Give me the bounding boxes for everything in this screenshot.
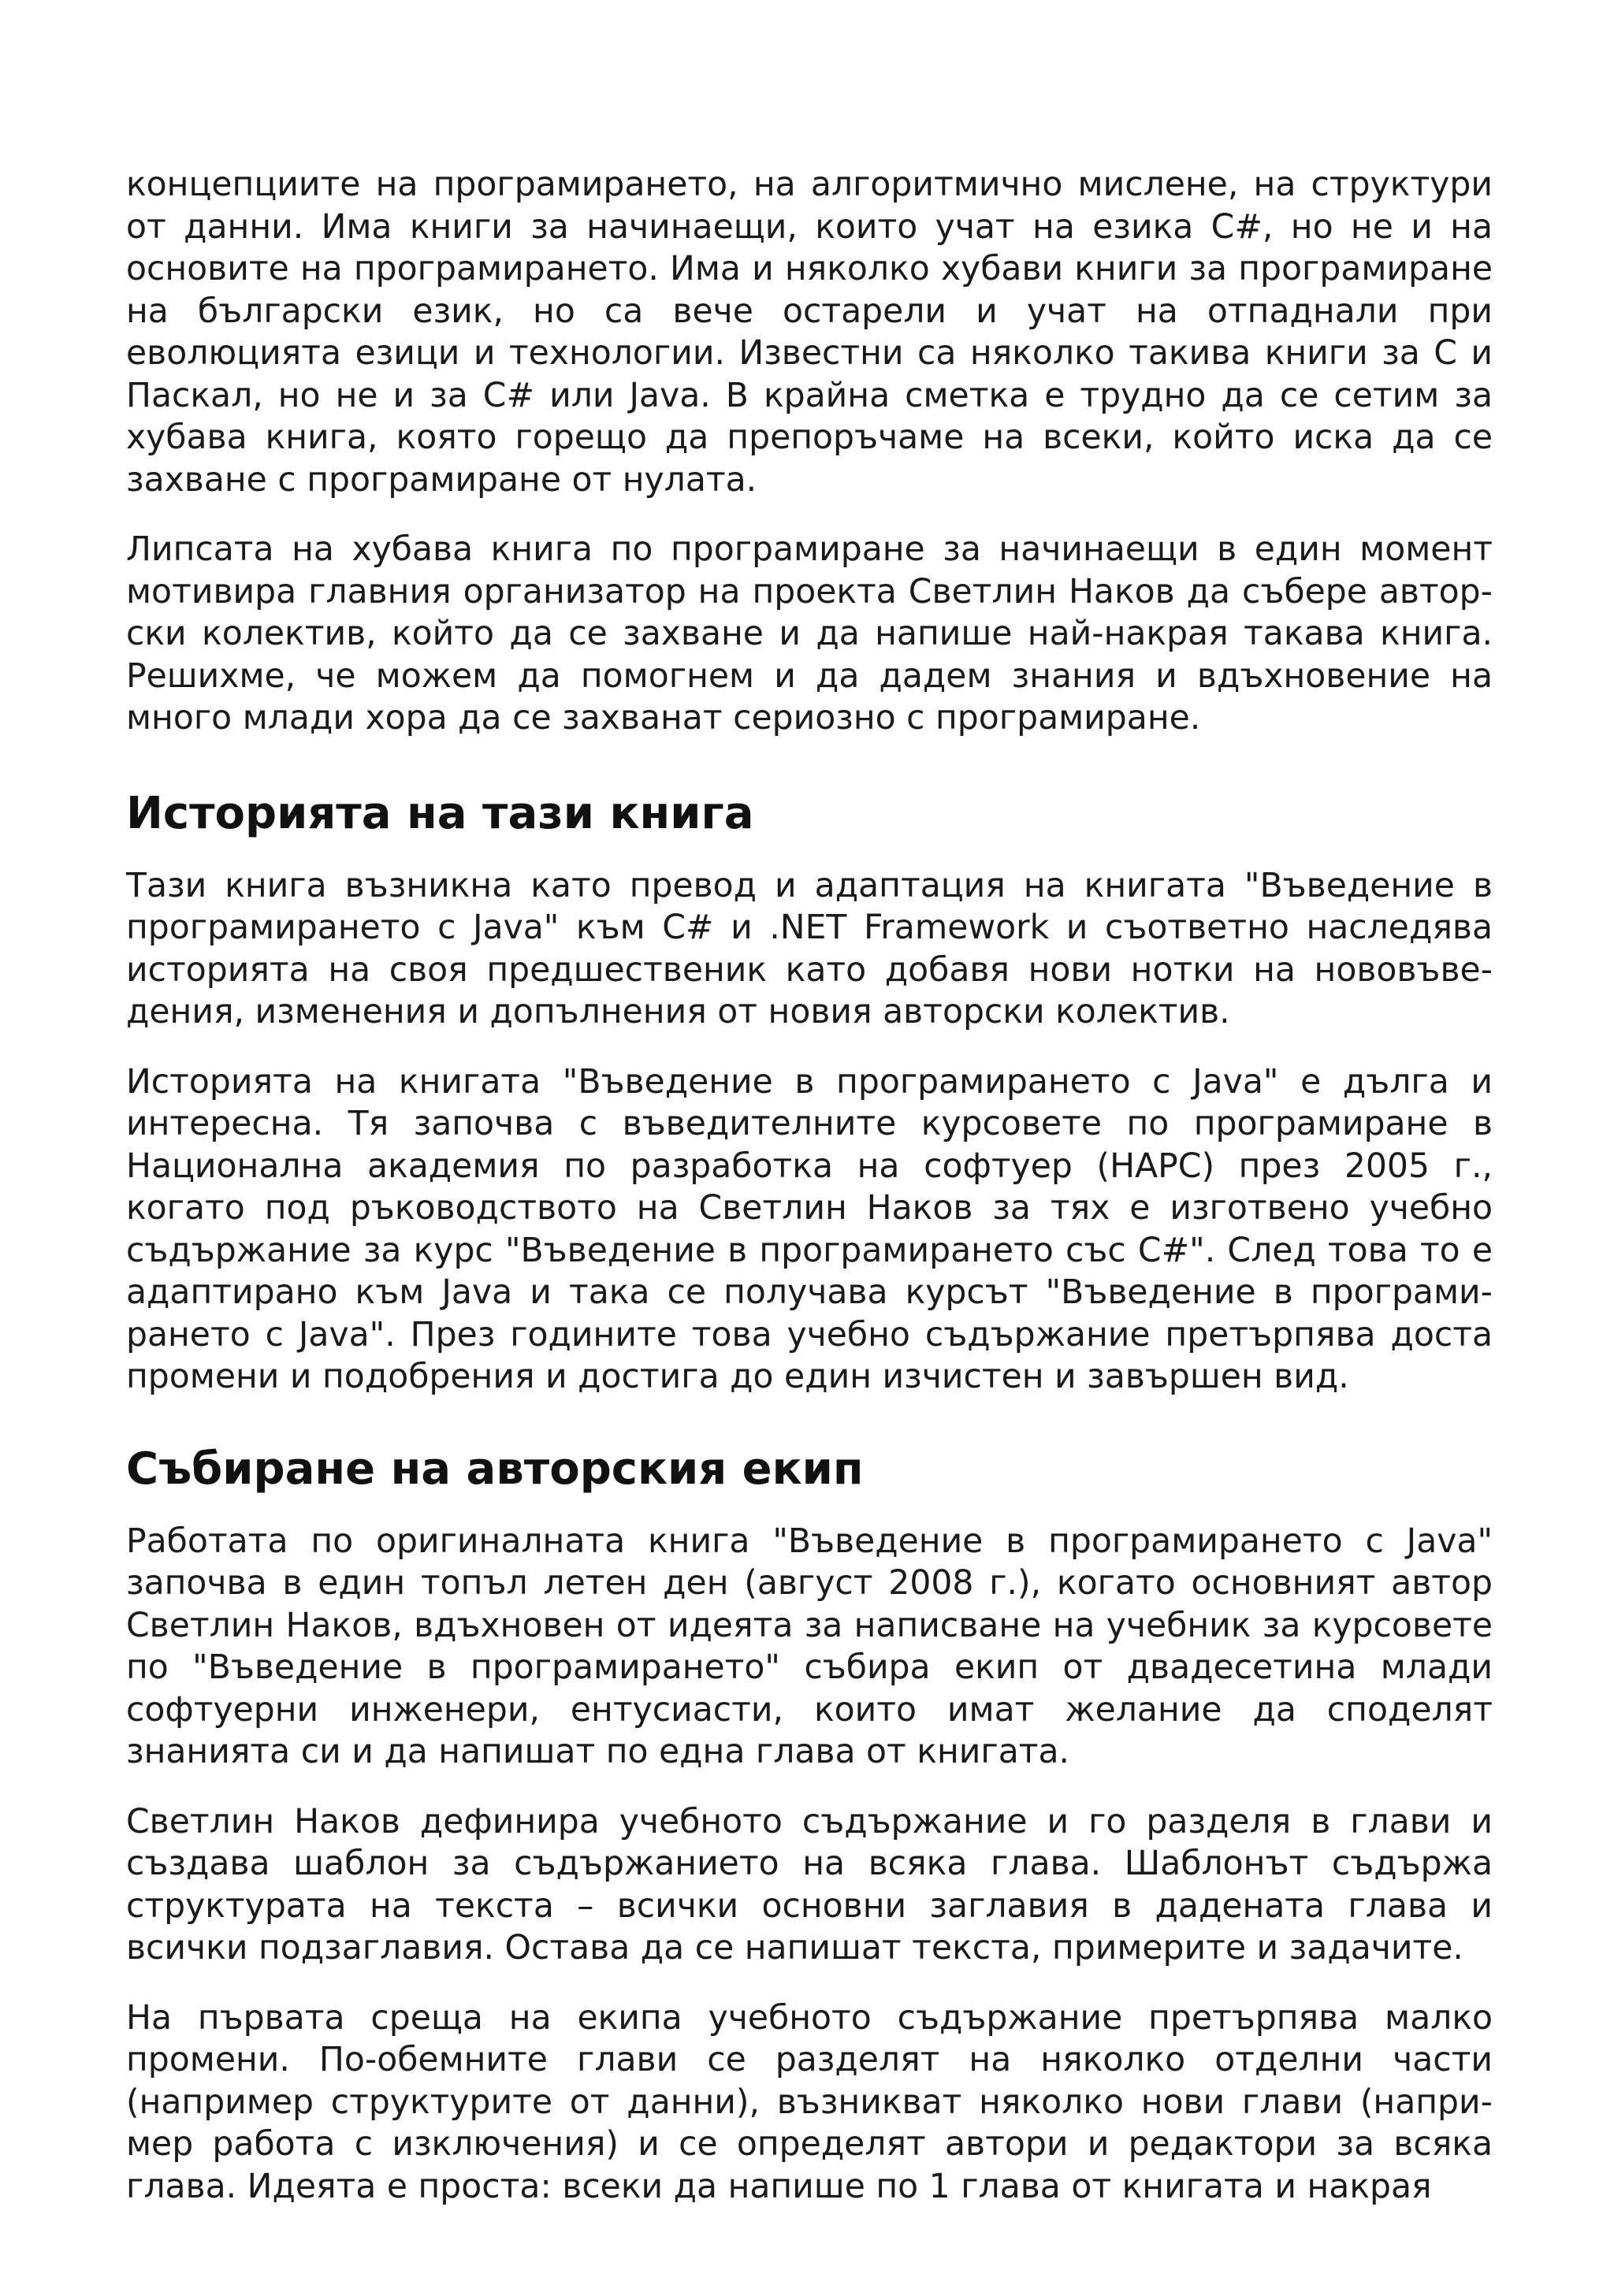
paragraph-motivation: Липсата на хубава книга по програмиране за начинаещи в един момент мотивира главния организатор на проекта Светлин Наков да събере авторски колектив, който да се захване и да напише най-накрая такава книга. Решихме, че можем да помогнем и да дадем знания и вдъхновение на много млади хора да се захванат сериозно с програмиране.: [126, 530, 1493, 737]
section-heading-book-history: Историята на тази книга: [126, 787, 754, 839]
paragraph-content-template: Светлин Наков дефинира учебното съдържание и го разделя в глави и създава шаблон за съдържанието на всяка глава. Шаблонът съдържа структурата на текста – всички основни заглавия в дадената глава и всички подзаглавия. Остава да се напишат текста, примерите и задачите.: [126, 1802, 1493, 1967]
paragraph-team-start: Работата по оригиналната книга "Въведение в програмирането с Java" започва в един топъл летен ден (август 2008 г.), когато основният автор Светлин Наков, вдъхновен от идеята за написване на учебник за курсовете по "Въведение в програмирането" събира екип от двадесетина млади софтуерни инженери, ентусиасти, които имат желание да споделят знанията си и да напишат по една глава от книгата.: [126, 1521, 1493, 1771]
paragraph-intro-continuation: концепциите на програмирането, на алгоритмично мислене, на структури от данни. Има книги за начинаещи, които учат на езика C#, но не и на основите на програмирането. Има и няколко хубави книги за програмиране на български език, но са вече остарели и учат на отпаднали при еволюцията езици и технологии. Известни са няколко такива книги за C и Паскал, но не и за C# или Java. В крайна сметка е трудно да се сетим за хубава книга, която горещо да препоръчаме на всеки, който иска да се захване с програмиране от нулата.: [126, 165, 1493, 500]
document-page: [126, 164, 1493, 2208]
paragraph-translation-origin: Тази книга възникна като превод и адаптация на книгата "Въведение в програмирането с Java" към C# и .NET Framework и съответно наследява историята на своя предшественик като добавя нови нотки на нововъведения, изменения и допълнения от новия авторски колектив.: [126, 866, 1493, 1031]
paragraph-java-book-history: Историята на книгата "Въведение в програмирането с Java" е дълга и интересна. Тя започва с въведителните курсовете по програмиране в Национална академия по разработка на софтуер (НАРС) през 2005 г., когато под ръководството на Светлин Наков за тях е изготвено учебно съдържание за курс "Въведение в програмирането със C#". След това то е адаптирано към Java и така се получава курсът "Въведение в програмирането с Java". През годините това учебно съдържание претърпява доста промени и подобрения и достига до един изчистен и завършен вид.: [126, 1062, 1493, 1396]
section-heading-author-team: Събиране на авторския екип: [126, 1443, 864, 1495]
paragraph-first-meeting: На първата среща на екипа учебното съдържание претърпява малко промени. По-обемните глави се разделят на няколко отделни части (например структурите от данни), възникват няколко нови глави (например работа с изключения) и се определят автори и редактори за всяка глава. Идеята е проста: всеки да напише по 1 глава от книгата и накрая: [126, 1998, 1493, 2206]
